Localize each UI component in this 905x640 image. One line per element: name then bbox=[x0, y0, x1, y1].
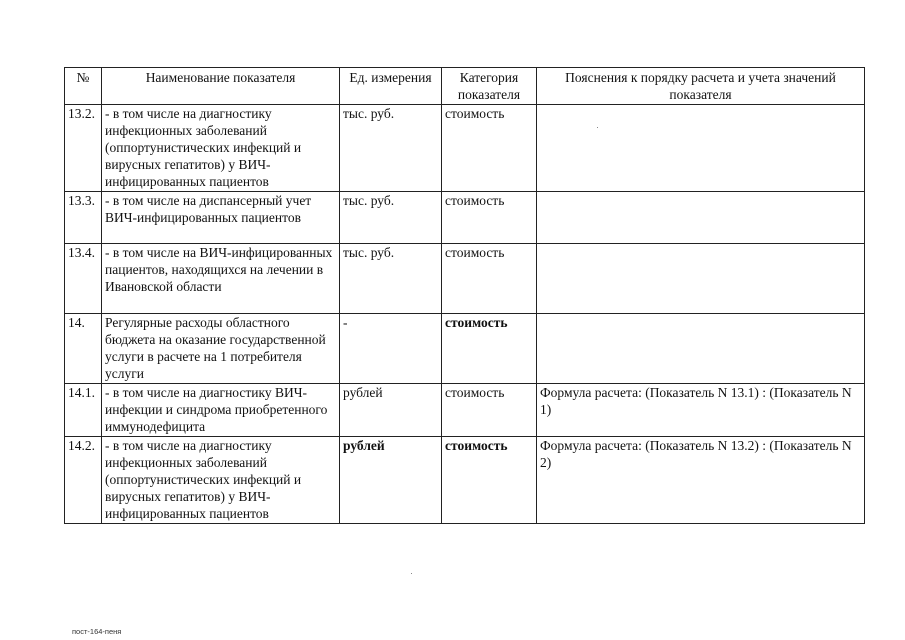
row-number: 14.2. bbox=[65, 437, 102, 524]
table-row bbox=[65, 192, 865, 244]
row-explanation bbox=[537, 244, 865, 314]
row-unit: - bbox=[340, 314, 442, 384]
indicator-table bbox=[64, 67, 865, 524]
row-explanation: Формула расчета: (Показатель N 13.2) : (Показатель N 2) bbox=[537, 437, 865, 524]
row-indicator-name: - в том числе на диагностику инфекционных заболеваний (оппортунистических инфекций и вирусных гепатитов) у ВИЧ-инфицированных пациентов bbox=[102, 105, 340, 192]
row-number: 13.3. bbox=[65, 192, 102, 244]
row-explanation bbox=[537, 314, 865, 384]
row-category: стоимость bbox=[442, 105, 537, 192]
scan-speck bbox=[411, 573, 412, 574]
row-unit: тыс. руб. bbox=[340, 244, 442, 314]
row-explanation: Формула расчета: (Показатель N 13.1) : (Показатель N 1) bbox=[537, 384, 865, 437]
header-indicator-name: Наименование показателя bbox=[102, 68, 340, 105]
row-number: 14. bbox=[65, 314, 102, 384]
row-number: 14.1. bbox=[65, 384, 102, 437]
row-explanation bbox=[537, 192, 865, 244]
row-category: стоимость bbox=[442, 314, 537, 384]
row-indicator-name: - в том числе на диагностику инфекционных заболеваний (оппортунистических инфекций и вирусных гепатитов) у ВИЧ-инфицированных пациентов bbox=[102, 437, 340, 524]
row-number: 13.2. bbox=[65, 105, 102, 192]
table-row bbox=[65, 384, 865, 437]
row-unit: рублей bbox=[340, 437, 442, 524]
header-unit: Ед. измерения bbox=[340, 68, 442, 105]
row-unit: тыс. руб. bbox=[340, 192, 442, 244]
table-row bbox=[65, 244, 865, 314]
footer-file-label: пост-164-пеня bbox=[72, 627, 122, 636]
row-category: стоимость bbox=[442, 384, 537, 437]
table-row bbox=[65, 105, 865, 192]
row-indicator-name: - в том числе на диспансерный учет ВИЧ-инфицированных пациентов bbox=[102, 192, 340, 244]
row-indicator-name: - в том числе на диагностику ВИЧ-инфекции и синдрома приобретенного иммунодефицита bbox=[102, 384, 340, 437]
row-category: стоимость bbox=[442, 192, 537, 244]
row-category: стоимость bbox=[442, 437, 537, 524]
header-explanation: Пояснения к порядку расчета и учета значений показателя bbox=[537, 68, 865, 105]
table-header-row bbox=[65, 68, 865, 105]
table-row bbox=[65, 314, 865, 384]
row-unit: рублей bbox=[340, 384, 442, 437]
table-row bbox=[65, 437, 865, 524]
row-indicator-name: - в том числе на ВИЧ-инфицированных пациентов, находящихся на лечении в Ивановской области bbox=[102, 244, 340, 314]
scan-speck bbox=[597, 127, 598, 128]
row-category: стоимость bbox=[442, 244, 537, 314]
row-indicator-name: Регулярные расходы областного бюджета на оказание государственной услуги в расчете на 1 потребителя услуги bbox=[102, 314, 340, 384]
row-explanation bbox=[537, 105, 865, 192]
header-category: Категория показателя bbox=[442, 68, 537, 105]
row-unit: тыс. руб. bbox=[340, 105, 442, 192]
header-number: № bbox=[65, 68, 102, 105]
row-number: 13.4. bbox=[65, 244, 102, 314]
